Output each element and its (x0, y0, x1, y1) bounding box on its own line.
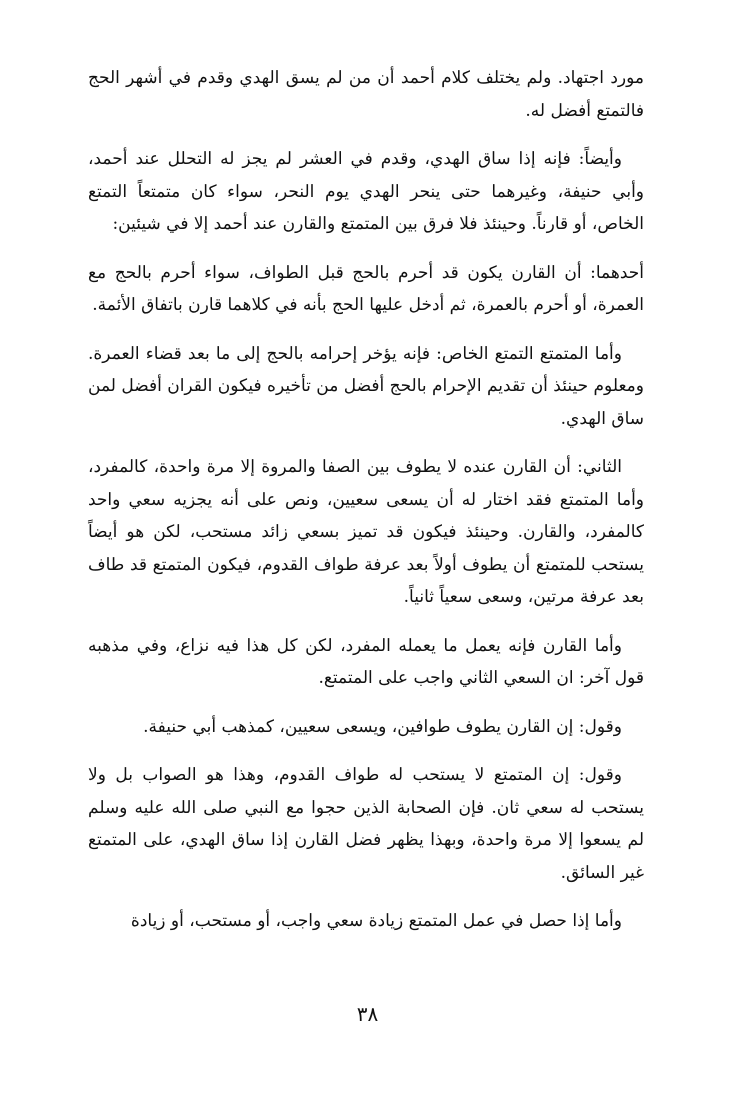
paragraph-3: أحدهما: أن القارن يكون قد أحرم بالحج قبل الطواف، سواء أحرم بالحج مع العمرة، أو أحرم بالعمرة، ثم أدخل عليها الحج بأنه في كلاهما قارن باتفاق الأئمة. (88, 262, 644, 315)
paragraph-1: مورد اجتهاد. ولم يختلف كلام أحمد أن من لم يسق الهدي وقدم في أشهر الحج فالتمتع أفضل له. (88, 68, 644, 121)
paragraph-7: وقول: إن القارن يطوف طوافين، ويسعى سعيين، كمذهب أبي حنيفة. (143, 716, 622, 737)
paragraph-9: وأما إذا حصل في عمل المتمتع زيادة سعي واجب، أو مستحب، أو زيادة (130, 911, 622, 931)
paragraph-4: وأما المتمتع التمتع الخاص: فإنه يؤخر إحرامه بالحج إلى ما بعد قضاء العمرة. ومعلوم حينئذ أن تقديم الإحرام بالحج أفضل من تأخيره فيكون القران أفضل لمن ساق الهدي. (88, 343, 644, 429)
paragraph-2: وأيضاً: فإنه إذا ساق الهدي، وقدم في العشر لم يجز له التحلل عند أحمد، وأبي حنيفة، وغيرهما حتى ينحر الهدي يوم النحر، سواء كان متمتعاً التمتع الخاص، أو قارناً. وحينئذ فلا فرق بين المتمتع والقارن عند أحمد إلا في شيئين: (88, 149, 644, 234)
paragraph-8: وقول: إن المتمتع لا يستحب له طواف القدوم، وهذا هو الصواب بل ولا يستحب له سعي ثان. فإن الصحابة الذين حجوا مع النبي صلى الله عليه وسلم لم يسعوا إلا مرة واحدة، وبهذا يظهر فضل القارن إذا ساق الهدي، على المتمتع غير السائق. (88, 765, 644, 883)
page-number: ٣٨ (356, 1002, 379, 1026)
paragraph-5: الثاني: أن القارن عنده لا يطوف بين الصفا والمروة إلا مرة واحدة، كالمفرد، وأما المتمتع فقد اختار له أن يسعى سعيين، ونص على أنه يجزيه سعي واحد كالمفرد، والقارن. وحينئذ فيكون قد تميز بسعي زائد مستحب، لكن هو أيضاً يستحب للمتمتع أن يطوف أولاً بعد عرفة طواف القدوم، فيكون المتمتع قد طاف بعد عرفة مرتين، وسعى سعياً ثانياً. (88, 457, 644, 607)
paragraph-6: وأما القارن فإنه يعمل ما يعمله المفرد، لكن كل هذا فيه نزاع، وفي مذهبه قول آخر: ان السعي الثاني واجب على المتمتع. (88, 635, 644, 688)
body-text (88, 62, 644, 954)
